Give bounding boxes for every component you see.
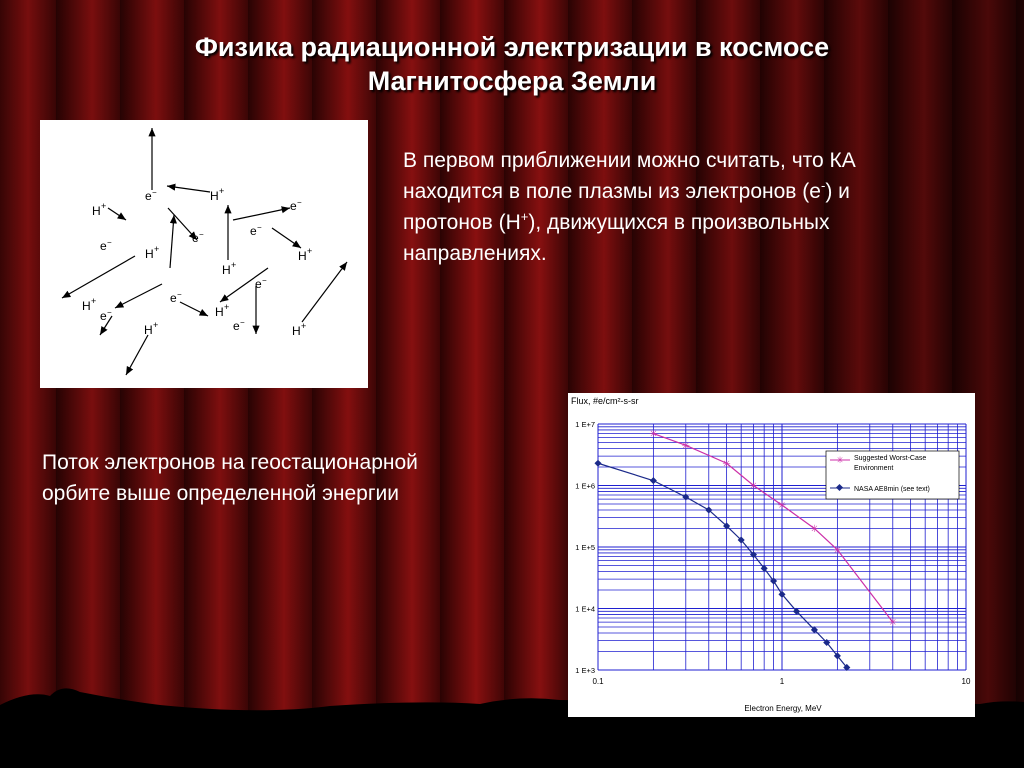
data-point: ✳ (749, 481, 758, 492)
electron-label: e (255, 277, 262, 291)
proton-charge: + (219, 186, 225, 196)
proton-label: H (92, 204, 101, 218)
data-point: ✳ (722, 458, 731, 470)
title-line-1: Физика радиационной электризации в космосе (194, 32, 830, 62)
data-point: ✳ (833, 545, 842, 557)
y-tick-label: 1 E+7 (575, 420, 595, 429)
legend-worst-case-star: ✳ (836, 455, 844, 465)
y-tick-label: 1 E+6 (575, 481, 595, 491)
electron-label: e (100, 239, 107, 253)
flux-caption: Поток электронов на геостационарной орбите выше определенной энергии (42, 451, 418, 505)
arrow (62, 256, 135, 298)
y-tick-label: 1 E+3 (575, 666, 595, 675)
x-tick-label: 0.1 (592, 677, 604, 686)
x-tick-label: 10 (961, 677, 971, 686)
chart-title: Flux, #e/cm²-s-sr (571, 396, 639, 406)
proton-label: H (82, 299, 91, 313)
proton-label: H (144, 323, 153, 337)
proton-charge: + (154, 244, 160, 254)
data-point: ✳ (681, 440, 690, 452)
title-line-2: Магнитосфера Земли (367, 66, 657, 96)
arrow (233, 208, 290, 220)
electron-charge: − (107, 238, 112, 247)
proton-charge: + (101, 201, 107, 211)
data-point (594, 460, 601, 467)
electron-charge: − (199, 230, 204, 239)
data-point (650, 477, 657, 484)
data-point: ✳ (888, 617, 897, 629)
electron-label: e (170, 291, 177, 305)
electron-charge: − (107, 308, 112, 317)
chart-legend (826, 451, 959, 499)
electron-label: e (233, 319, 240, 333)
proton-label: H (215, 305, 224, 319)
electron-sign: - (820, 178, 826, 193)
proton-charge: + (231, 260, 237, 270)
y-tick-label: 1 E+5 (575, 543, 595, 552)
proton-label: H (145, 247, 154, 261)
page-title (0, 30, 1024, 98)
proton-label: H (210, 189, 219, 203)
arrow (126, 335, 148, 375)
electron-charge: − (297, 198, 302, 207)
proton-charge: + (153, 320, 159, 330)
electron-label: e (290, 199, 297, 213)
x-tick-labels (592, 677, 971, 686)
arrow (170, 215, 174, 268)
desc-part-3: ), движущихся в произвольных направлениях. (403, 211, 830, 265)
particle-diagram (40, 120, 368, 388)
arrow (180, 302, 208, 316)
electron-label: e (100, 309, 107, 323)
proton-label: H (222, 263, 231, 277)
electron-label: e (250, 224, 257, 238)
electron-charge: − (257, 223, 262, 232)
arrow (167, 186, 210, 192)
x-axis-label: Electron Energy, MeV (744, 704, 822, 713)
electron-charge: − (240, 318, 245, 327)
proton-label: H (292, 324, 301, 338)
proton-charge: + (301, 321, 307, 331)
flux-chart (568, 393, 975, 717)
arrow (272, 228, 301, 248)
proton-label: H (298, 249, 307, 263)
data-point: ✳ (810, 523, 819, 535)
y-tick-label: 1 E+4 (575, 604, 595, 614)
proton-sign: + (520, 209, 529, 224)
desc-part-1: В первом приближении можно считать, что КА находится в поле плазмы из электронов (е (403, 149, 856, 203)
legend-worst-case-label-2: Environment (854, 465, 894, 472)
x-tick-label: 1 (779, 677, 785, 686)
arrow (302, 262, 347, 322)
plasma-description (403, 145, 903, 269)
data-point: ✳ (777, 500, 787, 512)
electron-charge: − (152, 188, 157, 197)
arrow (115, 284, 162, 308)
proton-charge: + (91, 296, 97, 306)
electron-charge: − (177, 290, 182, 299)
electron-label: e (145, 189, 152, 203)
electron-charge: − (262, 276, 267, 285)
y-tick-labels (575, 420, 595, 675)
proton-charge: + (307, 246, 313, 256)
desc-part-2: ) и протонов (Н (403, 180, 850, 234)
electron-label: e (192, 231, 199, 245)
data-point: ✳ (649, 429, 658, 441)
arrow (108, 208, 126, 220)
proton-charge: + (224, 302, 230, 312)
legend-nasa-label: NASA AE8min (see text) (854, 486, 930, 493)
legend-worst-case-label-1: Suggested Worst-Case (854, 455, 927, 462)
